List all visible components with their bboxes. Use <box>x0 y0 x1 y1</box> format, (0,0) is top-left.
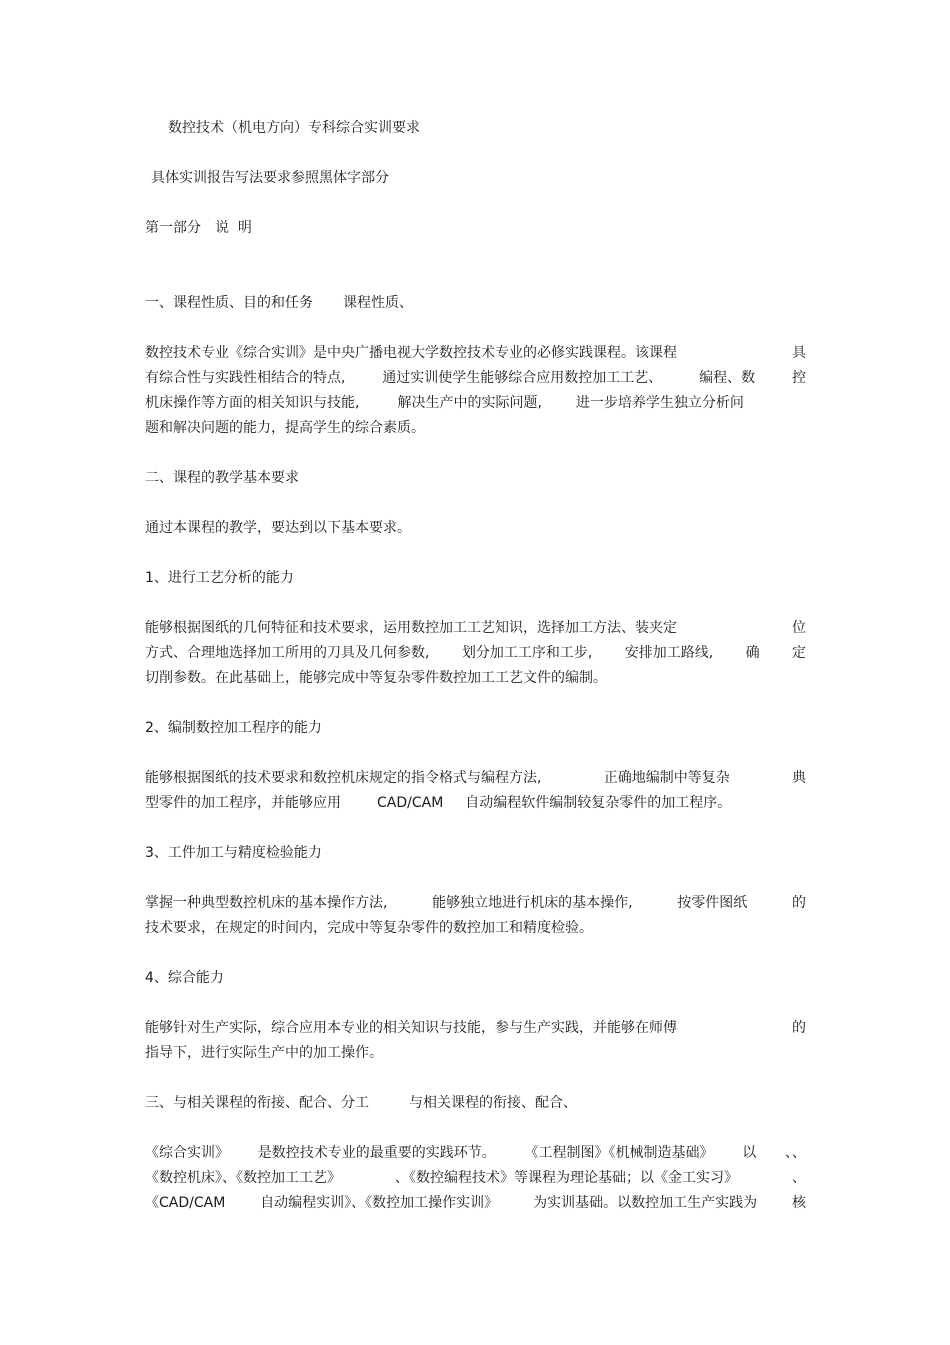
document-title: 数控技术（机电方向）专科综合实训要求 <box>168 120 420 136</box>
text-run: 进一步培养学生独立分析问 <box>575 395 744 411</box>
paragraph-1-line-2 <box>145 368 806 388</box>
text-run: 型零件的加工程序，并能够应用 <box>145 795 341 811</box>
text-run: 的 <box>791 895 806 911</box>
text-run: 位 <box>792 620 806 636</box>
text-run: 、 <box>792 1170 806 1186</box>
text-run: 以 <box>742 1145 757 1161</box>
text-run: 能够根据图纸的几何特征和技术要求，运用数控加工工艺知识，选择加工方法、装夹定 <box>145 620 677 636</box>
item-1-line-1 <box>145 618 806 638</box>
section-2-heading: 二、课程的教学基本要求 <box>145 470 299 486</box>
text-run: 的 <box>792 1020 806 1036</box>
text-run: 解决生产中的实际问题, <box>397 395 542 411</box>
text-run: 编程、数 <box>699 370 756 386</box>
text-run: 是数控技术专业的最重要的实践环节。 <box>257 1145 496 1161</box>
paragraph-1-line-4: 题和解决问题的能力，提高学生的综合素质。 <box>145 420 425 436</box>
text-run: 典 <box>791 770 806 786</box>
text-run: 核 <box>792 1195 806 1211</box>
text-run: 通过实训使学生能够综合应用数控加工工艺、 <box>382 370 663 386</box>
item-4-line-2: 指导下，进行实际生产中的加工操作。 <box>145 1045 383 1061</box>
text-run: 正确地编制中等复杂 <box>603 770 730 786</box>
section-1-heading <box>145 293 413 313</box>
paragraph-3-line-1 <box>145 1143 806 1163</box>
text-run: 按零件图纸 <box>677 895 748 911</box>
item-3-line-1 <box>145 893 806 913</box>
text-run: 定 <box>791 645 806 661</box>
text-run: 《工程制图》《机械制造基础》 <box>524 1145 714 1161</box>
text-run: 具 <box>792 345 806 361</box>
item-4-heading: 4、综合能力 <box>145 970 224 986</box>
text-run: 《综合实训》 <box>145 1145 229 1161</box>
item-2-heading: 2、编制数控加工程序的能力 <box>145 720 322 736</box>
item-4-line-1 <box>145 1018 806 1038</box>
section-3-heading <box>145 1093 577 1113</box>
paragraph-3-line-3 <box>145 1193 806 1213</box>
text-run: 为实训基础。以数控加工生产实践为 <box>533 1195 758 1211</box>
section-3-heading-b: 与相关课程的衔接、配合、 <box>409 1095 577 1111</box>
text-run: 能够针对生产实际，综合应用本专业的相关知识与技能，参与生产实践，并能够在师傅 <box>145 1020 677 1036</box>
item-2-line-1 <box>145 768 806 788</box>
text-run: 机床操作等方面的相关知识与技能, <box>145 395 360 411</box>
text-run: 能够根据图纸的技术要求和数控机床规定的指令格式与编程方法, <box>145 770 542 786</box>
section-2-intro: 通过本课程的教学，要达到以下基本要求。 <box>145 520 411 536</box>
text-run: 掌握一种典型数控机床的基本操作方法, <box>145 895 388 911</box>
text-run: 安排加工路线, <box>624 645 714 661</box>
text-run: 划分加工工序和工步, <box>461 645 593 661</box>
text-run: 自动编程实训》、《数控加工操作实训》 <box>260 1195 499 1211</box>
part-heading: 第一部分 说 明 <box>145 220 252 236</box>
document-subtitle: 具体实训报告写法要求参照黑体字部分 <box>151 170 389 186</box>
item-1-heading: 1、进行工艺分析的能力 <box>145 570 294 586</box>
section-3-heading-a: 三、与相关课程的衔接、配合、分工 <box>145 1095 369 1111</box>
paragraph-1-line-3 <box>145 393 744 413</box>
text-run: 自动编程软件编制较复杂零件的加工程序。 <box>465 795 732 811</box>
item-3-line-2: 技术要求，在规定的时间内，完成中等复杂零件的数控加工和精度检验。 <box>145 920 593 936</box>
text-run: 、《数控编程技术》等课程为理论基础；以《金工实习》 <box>395 1170 738 1186</box>
text-run: 《CAD/CAM <box>145 1195 226 1211</box>
item-2-line-2 <box>145 793 731 813</box>
text-run: 确 <box>745 645 760 661</box>
text-run: 方式、合理地选择加工所用的刀具及几何参数, <box>145 645 430 661</box>
text-run: 《数控机床》、《数控加工工艺》 <box>145 1170 341 1186</box>
text-run: 数控技术专业《综合实训》是中央广播电视大学数控技术专业的必修实践课程。该课程 <box>145 345 677 361</box>
item-1-line-2 <box>145 643 806 663</box>
text-run: 能够独立地进行机床的基本操作, <box>432 895 633 911</box>
section-1-heading-b: 课程性质、 <box>343 295 413 311</box>
text-run: 控 <box>791 370 806 386</box>
section-1-heading-a: 一、课程性质、目的和任务 <box>145 295 313 311</box>
text-run: 、、 <box>785 1145 806 1161</box>
paragraph-3-line-2 <box>145 1168 806 1188</box>
item-1-line-3: 切削参数。在此基础上，能够完成中等复杂零件数控加工工艺文件的编制。 <box>145 670 607 686</box>
text-run: CAD/CAM <box>377 795 444 811</box>
item-3-heading: 3、工件加工与精度检验能力 <box>145 845 322 861</box>
paragraph-1-line-1 <box>145 343 806 363</box>
text-run: 有综合性与实践性相结合的特点, <box>145 370 346 386</box>
